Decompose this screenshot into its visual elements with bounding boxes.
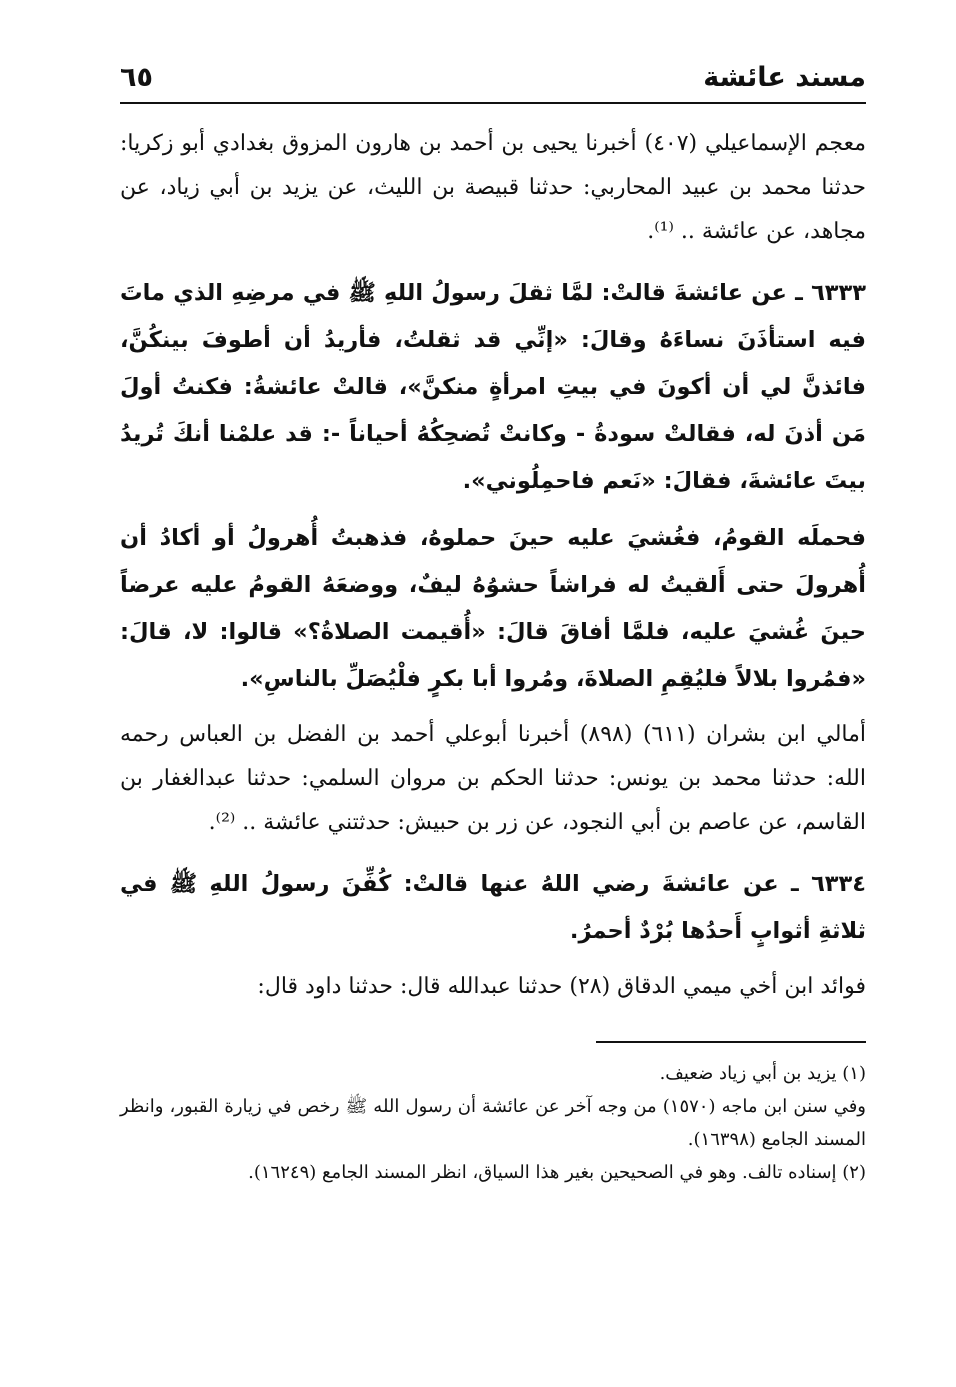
source-paragraph: أمالي ابن بشران (٦١١) (٨٩٨) أخبرنا أبوعلي أحمد بن الفضل بن العباس رحمه الله: حدثنا محمد بن يونس: حدثنا الحكم بن مروان السلمي: حدثنا عبدالغفار بن القاسم، عن عاصم بن أبي النجود، عن زر بن حبيش: حدثتني عائشة .. ⁽²⁾. bbox=[120, 722, 866, 835]
footnote-1: (١) يزيد بن أبي زياد ضعيف. bbox=[659, 1063, 866, 1084]
hadith-6333-continued: فحملَه القومُ، فغُشيَ عليه حينَ حملوهُ، فذهبتُ أُهرولُ أو أكادُ أن أُهرولَ حتى أَلقيتُ له فراشاً حشوُهُ ليفٌ، ووضعَهُ القومُ عليه عرضاً حينَ غُشيَ عليه، فلمَّا أفاقَ قالَ: «أُقيمت الصلاةُ؟» قالوا: لا، قالَ: «فمُروا بلالاً فليُقِمِ الصلاةَ، ومُروا أبا بكرٍ فلْيُصَلِّ بالناسِ». bbox=[120, 525, 866, 692]
footnote-1-continued: وفي سنن ابن ماجه (١٥٧٠) من وجه آخر عن عائشة أن رسول الله ﷺ رخص في زيارة القبور، وانظر المسند الجامع (١٦٣٩٨). bbox=[120, 1096, 866, 1150]
page-header bbox=[120, 58, 866, 104]
source-paragraph: فوائد ابن أخي ميمي الدقاق (٢٨) حدثنا عبدالله قال: حدثنا داود قال: bbox=[257, 974, 866, 999]
hadith-6334: ٦٣٣٤ ـ عن عائشةَ رضي اللهُ عنها قالتْ: كُفِّنَ رسولُ اللهِ ﷺ في ثلاثةِ أثوابٍ أَحدُها بُرْدٌ أحمرُ. bbox=[120, 871, 866, 944]
footnote-divider bbox=[596, 1041, 866, 1043]
hadith-6333: ٦٣٣٣ ـ عن عائشةَ قالتْ: لمَّا ثقلَ رسولُ اللهِ ﷺ في مرضِهِ الذي ماتَ فيه استأذَنَ نساءَهُ وقالَ: «إنِّي قد ثقلتُ، فأريدُ أن أطوفَ بينكُنَّ، فائذنَّ لي أن أكونَ في بيتِ امرأةٍ منكنَّ»، قالتْ عائشةُ: فكنتُ أولَ مَن أذنَ له، فقالتْ سودةُ - وكانتْ تُضحِكُهُ أحياناً -: قد علمْنا أنكَ تُريدُ بيتَ عائشةَ، فقالَ: «نَعم فاحمِلُوني». bbox=[120, 280, 866, 494]
source-paragraph: معجم الإسماعيلي (٤٠٧) أخبرنا يحيى بن أحمد بن هارون المزوق بغدادي أبو زكريا: حدثنا محمد بن عبيد المحاربي: حدثنا قبيصة بن الليث، عن يزيد بن أبي زياد، عن مجاهد، عن عائشة .. ⁽¹⁾. bbox=[120, 131, 866, 244]
page-body bbox=[120, 104, 866, 1189]
document-page bbox=[120, 58, 866, 1189]
running-title: مسند عائشة bbox=[703, 62, 866, 93]
footnote-2: (٢) إسناده تالف. وهو في الصحيحين بغير هذا السياق، انظر المسند الجامع (١٦٢٤٩). bbox=[248, 1162, 866, 1183]
page-number: ٦٥ bbox=[120, 62, 153, 93]
